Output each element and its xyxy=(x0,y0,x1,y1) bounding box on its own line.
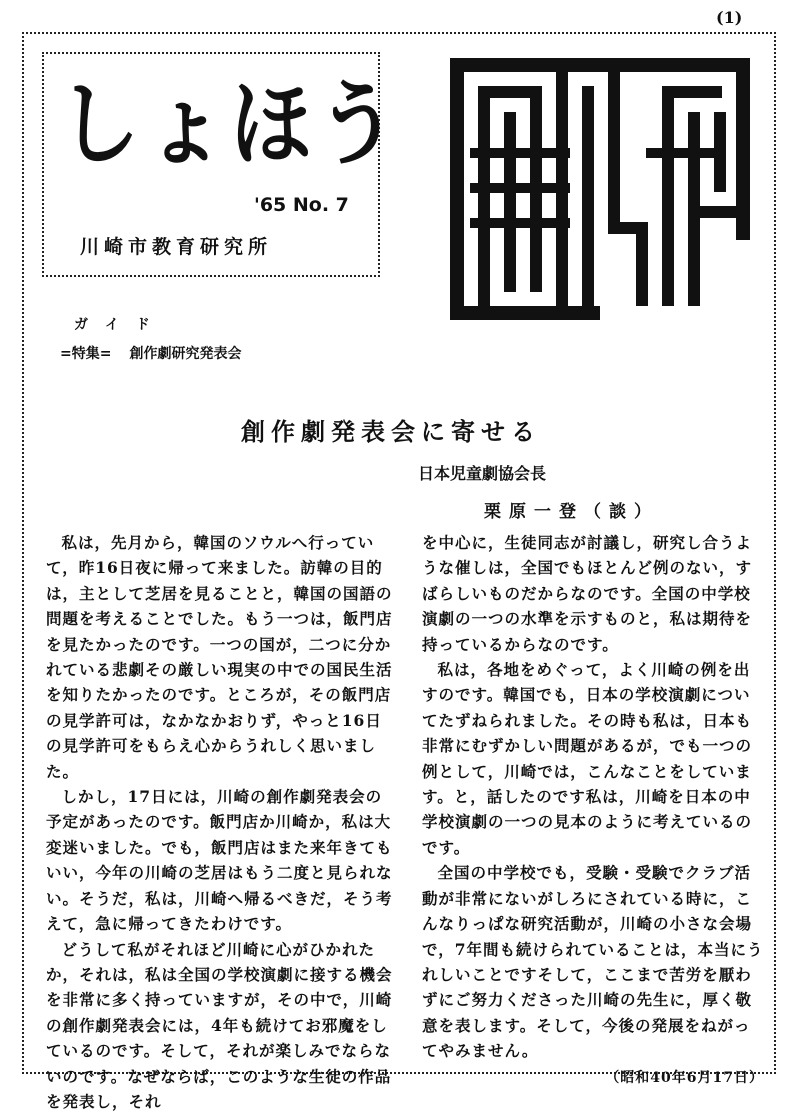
paragraph: 私は，先月から，韓国のソウルへ行っていて，昨16日夜に帰って来ました。訪韓の目的は，主として芝居を見ることと，韓国の国語の問題を考えることでした。もう一つは，飯門店を見たかったのです。一つの国が，二つに分かれている悲劇その厳しい現実の中での国民生活を知りたかったのです。ところが，その飯門店の見学許可は，なかなかおりず，やっと16日の見学許可をもらえ心からうれしく思いました。 xyxy=(46,530,394,784)
institute-name: 川崎市教育研究所 xyxy=(80,232,272,259)
article-title: 創作劇発表会に寄せる xyxy=(241,412,541,447)
paragraph: 全国の中学校でも，受験・受験でクラブ活動が非常にないがしろにされている時に，こんなりっぱな研究活動が，川崎の小さな会場で，7年間も続けられていることは，本当にうれしいことですそして，ここまで苦労を厭わずにご努力くださった川崎の先生に，厚く敬意を表します。そして，今後の発展をねがってやみません。 xyxy=(422,860,764,1063)
feature-title: 創作劇研究発表会 xyxy=(129,346,241,362)
article-date: （昭和40年6月17日） xyxy=(422,1066,764,1091)
masthead-logo: しょほう xyxy=(58,52,402,183)
paragraph: どうして私がそれほど川崎に心がひかれたか，それは，私は全国の学校演劇に接する機会を非常に多く持っていますが，その中で，川崎の創作劇発表会には，4年も続けてお邪魔をしているのです。そして，それが楽しみでならないのです。なぜならば，このような生徒の作品を発表し，それ xyxy=(46,937,394,1114)
issue-number: '65 No. 7 xyxy=(254,194,349,216)
article-column-left xyxy=(46,530,394,1114)
decorative-logo-graphic xyxy=(450,58,750,320)
paragraph: を中心に，生徒同志が討議し，研究し合うような催しは，全国でもほとんど例のない，すばらしいものだからなのです。全国の中学校演劇の一つの水準を示すものと，私は期待を持っているからなのです。 xyxy=(422,530,764,657)
page-number: (1) xyxy=(716,8,742,27)
guide-label: ガ イ ド xyxy=(74,314,156,334)
paragraph: 私は，各地をめぐって，よく川崎の例を出すのです。韓国でも，日本の学校演劇についてたずねられました。その時も私は，日本も非常にむずかしい問題があるが，でも一つの例として，川崎では，こんなことをしています。と，話したのです私は，川崎を日本の中学校演劇の一つの見本のように考えているのです。 xyxy=(422,657,764,860)
article-column-right xyxy=(422,530,764,1091)
feature-label: =特集= xyxy=(60,346,111,362)
author-name: 栗原一登（談） xyxy=(484,497,659,522)
feature-line xyxy=(60,343,241,363)
paragraph: しかし，17日には，川崎の創作劇発表会の予定があったのです。飯門店か川崎か，私は大変迷いました。でも，飯門店はまた来年きてもいい，今年の川崎の芝居はもう二度と見られない。そうだ，私は，川崎へ帰るべきだ，そう考えて，急に帰ってきたわけです。 xyxy=(46,784,394,936)
author-affiliation: 日本児童劇協会長 xyxy=(418,461,546,484)
